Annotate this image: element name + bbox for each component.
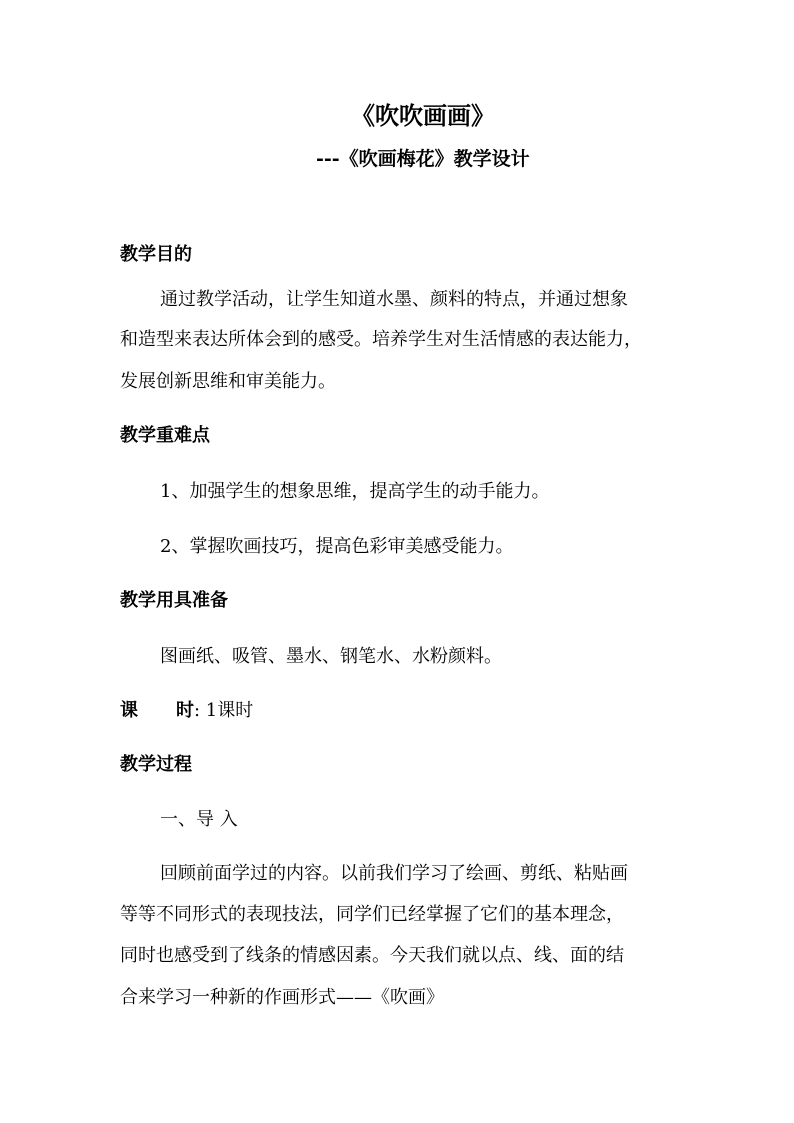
process-line-3: 同时也感受到了线条的情感因素。今天我们就以点、线、面的结 [120,945,624,966]
heading-process: 教学过程 [120,754,192,775]
key-point-1: 1、加强学生的想象思维，提高学生的动手能力。 [160,481,550,502]
duration-label-first: 课 [120,700,138,721]
process-line-4: 合来学习一种新的作画形式——《吹画》 [120,987,444,1008]
tools-text: 图画纸、吸管、墨水、钢笔水、水粉颜料。 [160,646,502,667]
process-line-2: 等等不同形式的表现技法，同学们已经掌握了它们的基本理念， [120,904,624,925]
key-point-2: 2、掌握吹画技巧，提高色彩审美感受能力。 [160,536,514,557]
duration-value: : 1课时 [194,700,254,721]
process-line-1: 回顾前面学过的内容。以前我们学习了绘画、剪纸、粘贴画 [160,863,628,884]
heading-tools: 教学用具准备 [120,590,228,611]
heading-key-points: 教学重难点 [120,425,210,446]
duration-label-second: 时 [176,700,194,721]
duration-row [120,699,253,723]
heading-teaching-goal: 教学目的 [120,244,192,265]
process-step-title: 一、导 入 [160,809,238,830]
goal-line-2: 和造型来表达所体会到的感受。培养学生对生活情感的表达能力， [120,329,642,350]
goal-line-1: 通过教学活动，让学生知道水墨、颜料的特点，并通过想象 [160,289,628,310]
document-title: 《吹吹画画》 [351,101,495,130]
document-subtitle: ---《吹画梅花》教学设计 [316,148,530,170]
goal-line-3: 发展创新思维和审美能力。 [120,371,336,392]
